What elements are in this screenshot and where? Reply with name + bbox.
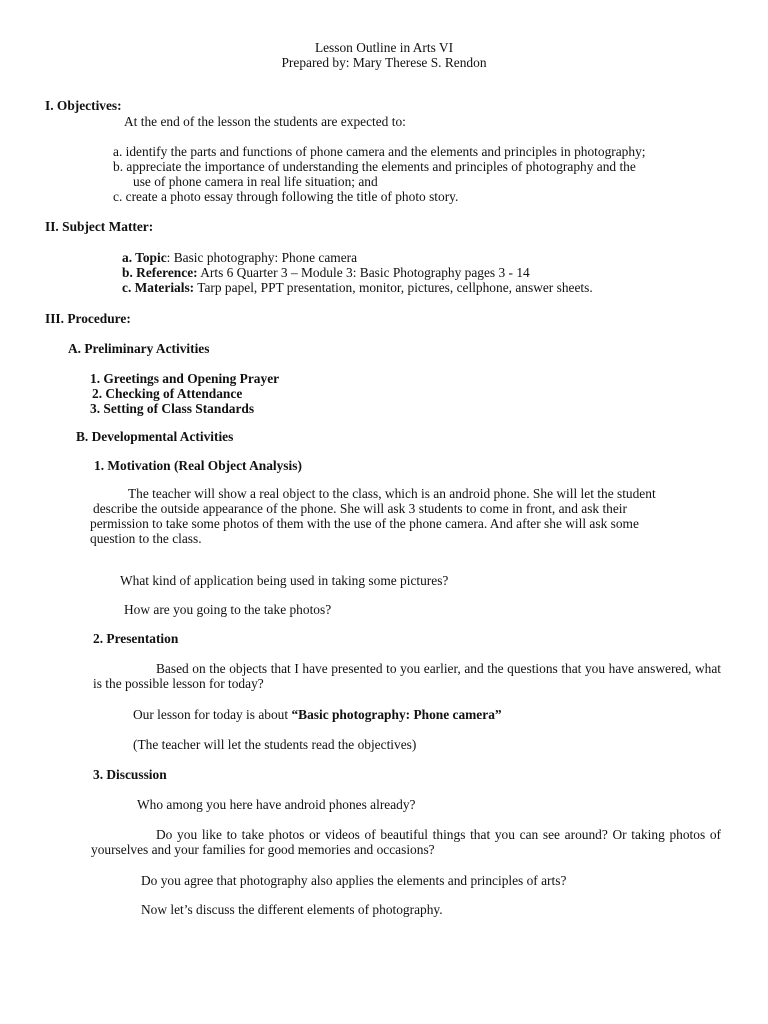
motivation-line-2: describe the outside appearance of the phone. She will ask 3 students to come in front, and ask their bbox=[93, 501, 627, 516]
presentation-heading: 2. Presentation bbox=[93, 631, 179, 646]
motivation-line-1: The teacher will show a real object to the class, which is an android phone. She will let the student bbox=[128, 486, 656, 501]
presentation-paragraph: Based on the objects that I have presented to you earlier, and the questions that you have answered, what is the possible lesson for today? bbox=[93, 661, 721, 691]
subject-matter-heading: II. Subject Matter: bbox=[45, 219, 154, 234]
topic-value: : Basic photography: Phone camera bbox=[166, 250, 358, 265]
discussion-question-2: Do you agree that photography also applies the elements and principles of arts? bbox=[141, 873, 567, 888]
preliminary-heading: A. Preliminary Activities bbox=[68, 341, 210, 356]
discussion-question-1: Who among you here have android phones already? bbox=[137, 797, 416, 812]
objectives-intro: At the end of the lesson the students are expected to: bbox=[124, 114, 406, 129]
lesson-statement bbox=[133, 707, 502, 722]
preliminary-item-1: 1. Greetings and Opening Prayer bbox=[90, 371, 280, 386]
motivation-question-2: How are you going to the take photos? bbox=[124, 602, 332, 617]
lesson-title: “Basic photography: Phone camera” bbox=[291, 707, 502, 722]
document-title: Lesson Outline in Arts VI bbox=[314, 40, 454, 55]
materials-label: c. Materials: bbox=[122, 280, 195, 295]
discussion-question-3: Now let’s discuss the different elements of photography. bbox=[141, 902, 443, 917]
developmental-heading: B. Developmental Activities bbox=[76, 429, 234, 444]
discussion-paragraph: Do you like to take photos or videos of beautiful things that you can see around? Or taking photos of yourselves and your families for good memories and occasions? bbox=[91, 827, 721, 857]
motivation-line-3: permission to take some photos of them with the use of the phone camera. And after she will ask some bbox=[90, 516, 639, 531]
preliminary-item-3: 3. Setting of Class Standards bbox=[90, 401, 255, 416]
lesson-prefix: Our lesson for today is about bbox=[133, 707, 292, 722]
preliminary-item-2: 2. Checking of Attendance bbox=[92, 386, 243, 401]
motivation-question-1: What kind of application being used in taking some pictures? bbox=[120, 573, 449, 588]
procedure-heading: III. Procedure: bbox=[45, 311, 131, 326]
objective-item-a: a. identify the parts and functions of phone camera and the elements and principles in photography; bbox=[113, 144, 646, 159]
topic-label: a. Topic bbox=[122, 250, 167, 265]
prepared-by: Prepared by: Mary Therese S. Rendon bbox=[281, 55, 487, 70]
reference-label: b. Reference: bbox=[122, 265, 198, 280]
objective-item-c: c. create a photo essay through following the title of photo story. bbox=[113, 189, 459, 204]
reference-value: Arts 6 Quarter 3 – Module 3: Basic Photography pages 3 - 14 bbox=[197, 265, 530, 280]
discussion-heading: 3. Discussion bbox=[93, 767, 167, 782]
materials-value: Tarp papel, PPT presentation, monitor, pictures, cellphone, answer sheets. bbox=[194, 280, 593, 295]
subject-topic bbox=[122, 250, 357, 265]
subject-reference bbox=[122, 265, 530, 280]
objective-item-b-continued: use of phone camera in real life situation; and bbox=[133, 174, 378, 189]
motivation-heading: 1. Motivation (Real Object Analysis) bbox=[94, 458, 302, 473]
objective-item-b: b. appreciate the importance of understanding the elements and principles of photography and the bbox=[113, 159, 636, 174]
subject-materials bbox=[122, 280, 593, 295]
read-objectives-note: (The teacher will let the students read the objectives) bbox=[133, 737, 417, 752]
motivation-line-4: question to the class. bbox=[90, 531, 202, 546]
objectives-heading: I. Objectives: bbox=[45, 98, 122, 113]
